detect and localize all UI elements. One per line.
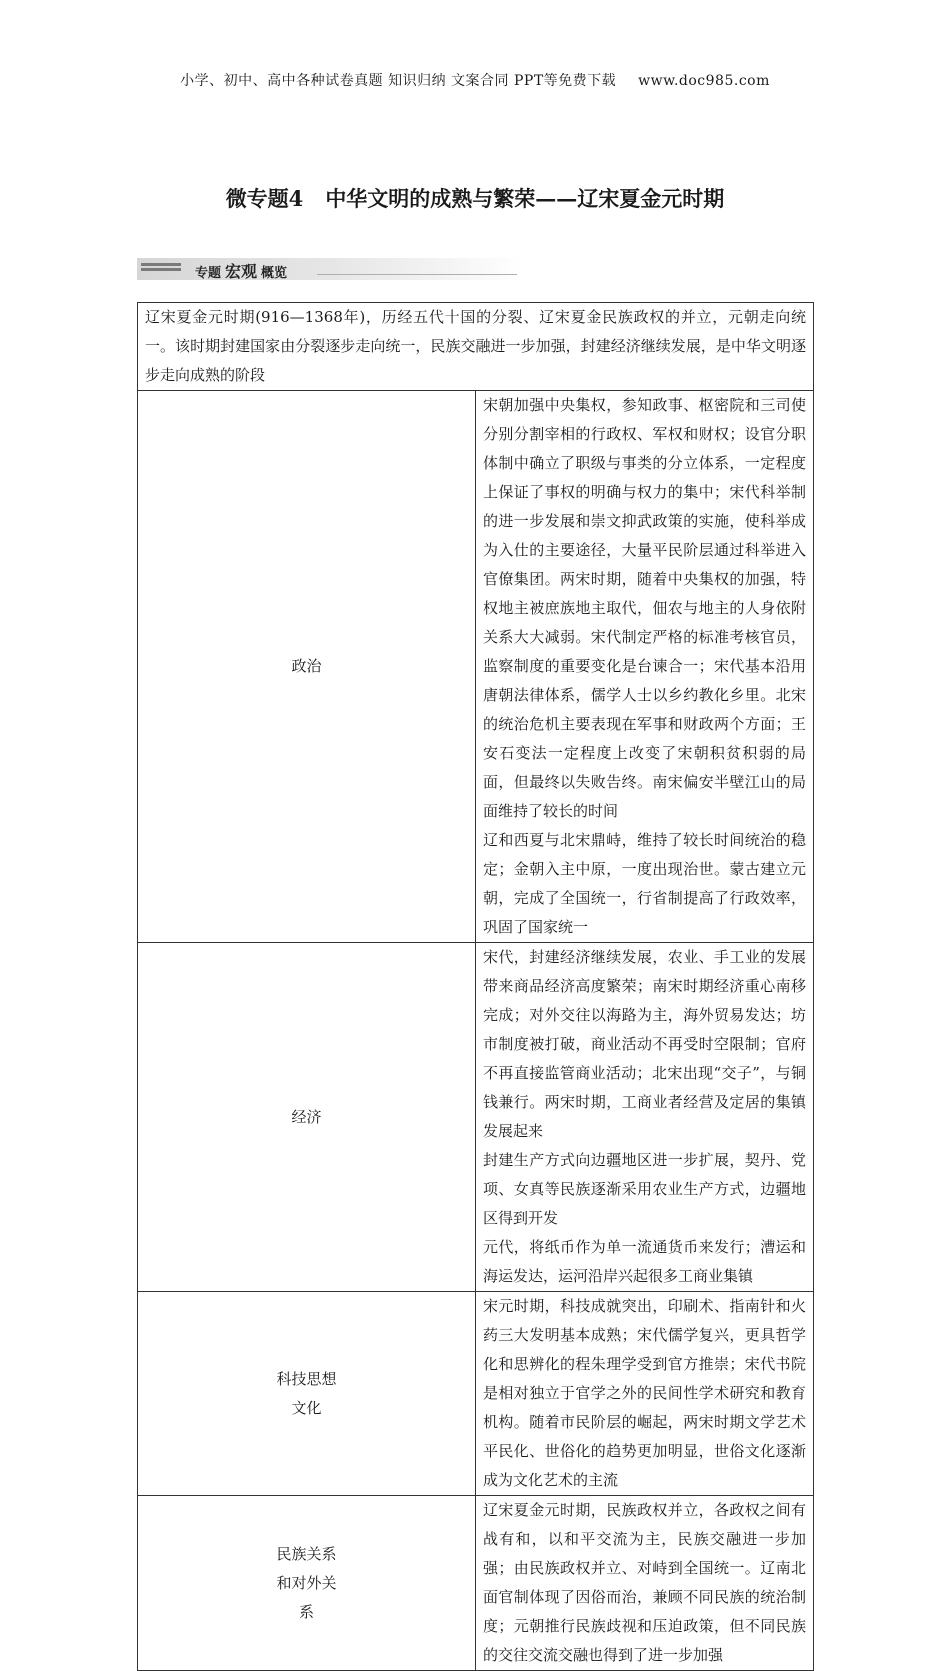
table-row [138,391,814,943]
table-row [138,1496,814,1671]
category-label: 科技思想文化 [276,1369,337,1417]
paragraph: 宋元时期，科技成就突出，印刷术、指南针和火药三大发明基本成熟；宋代儒学复兴，更具哲学化和思辨化的程朱理学受到官方推崇；宋代书院是相对独立于官学之外的民间性学术研究和教育机构。随着市民阶层的崛起，两宋时期文学艺术平民化、世俗化的趋势更加明显，世俗文化逐渐成为文化艺术的主流 [483,1297,806,1489]
paragraph: 宋朝加强中央集权，参知政事、枢密院和三司使分别分割宰相的行政权、军权和财权；设官分职体制中确立了职级与事类的分立体系，一定程度上保证了事权的明确与权力的集中；宋代科举制的进一步发展和崇文抑武政策的实施，使科举成为入仕的主要途径，大量平民阶层通过科举进入官僚集团。两宋时期，随着中央集权的加强，特权地主被庶族地主取代，佃农与地主的人身依附关系大大减弱。宋代制定严格的标准考核官员，监察制度的重要变化是台谏合一；宋代基本沿用唐朝法律体系，儒学人士以乡约教化乡里。北宋的统治危机主要表现在军事和财政两个方面；王安石变法一定程度上改变了宋朝积贫积弱的局面，但最终以失败告终。南宋偏安半壁江山的局面维持了较长的时间 [483,396,806,820]
banner-middle: 宏观 [225,262,258,281]
page-title [0,183,950,213]
table-row-intro [138,303,814,391]
page-header [0,70,950,90]
content-cell [476,391,814,943]
section-banner [137,258,522,280]
table-row [138,943,814,1292]
banner-left: 专题 [195,266,222,281]
paragraph: 辽和西夏与北宋鼎峙，维持了较长时间统治的稳定；金朝入主中原，一度出现治世。蒙古建立元朝，完成了全国统一，行省制提高了行政效率，巩固了国家统一 [483,831,806,936]
banner-bars-icon [141,263,181,273]
paragraph: 封建生产方式向边疆地区进一步扩展，契丹、党项、女真等民族逐渐采用农业生产方式，边疆地区得到开发 [483,1151,806,1227]
table-row [138,1292,814,1496]
title-text: 中华文明的成熟与繁荣——辽宋夏金元时期 [325,186,725,211]
header-site: www.doc985.com [638,73,770,89]
header-text: 小学、初中、高中各种试卷真题 知识归纳 文案合同 PPT等免费下载 [180,73,617,89]
category-label: 民族关系和对外关系 [276,1544,337,1621]
overview-table [137,302,814,1671]
category-label: 政治 [291,657,322,675]
category-cell [138,391,476,943]
paragraph: 宋代，封建经济继续发展，农业、手工业的发展带来商品经济高度繁荣；南宋时期经济重心南移完成；对外交往以海路为主，海外贸易发达；坊市制度被打破，商业活动不再受时空限制；官府不再直接监管商业活动；北宋出现“交子”，与铜钱兼行。两宋时期，工商业者经营及定居的集镇发展起来 [483,948,806,1140]
intro-cell [138,303,814,391]
content-cell [476,943,814,1292]
banner-rule [317,274,517,275]
content-cell [476,1292,814,1496]
content-cell [476,1496,814,1671]
banner-title [195,259,287,282]
category-cell [138,943,476,1292]
banner-right: 概览 [261,266,288,281]
paragraph: 辽宋夏金元时期，民族政权并立，各政权之间有战有和，以和平交流为主，民族交融进一步加强；由民族政权并立、对峙到全国统一。辽南北面官制体现了因俗而治，兼顾不同民族的统治制度；元朝推行民族歧视和压迫政策，但不同民族的交往交流交融也得到了进一步加强 [483,1501,806,1664]
category-label: 经济 [291,1107,322,1126]
category-cell [138,1496,476,1671]
title-number: 微专题4 [225,186,304,211]
paragraph: 元代，将纸币作为单一流通货币来发行；漕运和海运发达，运河沿岸兴起很多工商业集镇 [483,1238,806,1285]
category-cell [138,1292,476,1496]
intro-text: 辽宋夏金元时期(916—1368年)，历经五代十国的分裂、辽宋夏金民族政权的并立，元朝走向统一。该时期封建国家由分裂逐步走向统一，民族交融进一步加强，封建经济继续发展，是中华文明逐步走向成熟的阶段 [145,308,806,384]
